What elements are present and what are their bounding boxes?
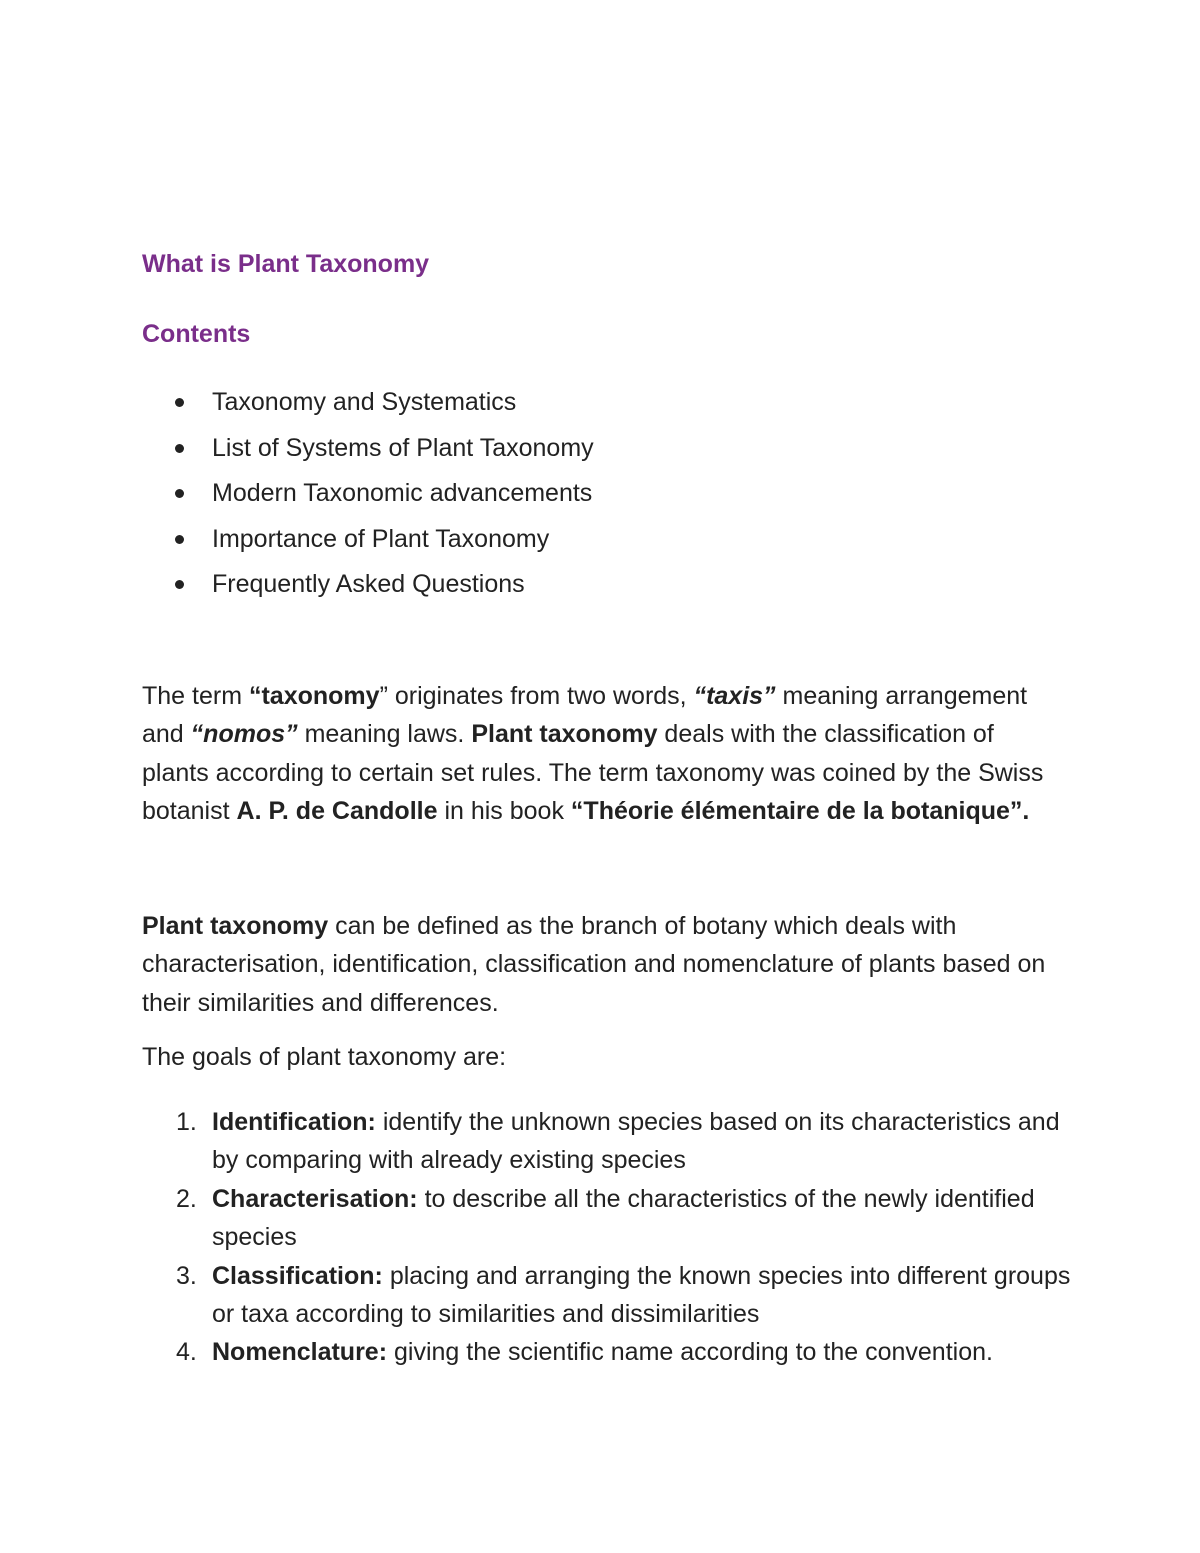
intro-text: ” originates from two words, bbox=[379, 682, 694, 710]
contents-item: Importance of Plant Taxonomy bbox=[142, 524, 594, 570]
goal-number: 2. bbox=[176, 1184, 197, 1213]
goal-item bbox=[142, 1333, 1072, 1371]
contents-item: List of Systems of Plant Taxonomy bbox=[142, 433, 594, 479]
goal-item bbox=[142, 1103, 1072, 1180]
intro-book-title: “Théorie élémentaire de la botanique”. bbox=[570, 797, 1030, 826]
contents-item: Modern Taxonomic advancements bbox=[142, 478, 594, 524]
page-title: What is Plant Taxonomy bbox=[142, 250, 430, 278]
goals-intro: The goals of plant taxonomy are: bbox=[142, 1043, 507, 1071]
intro-term-nomos: “nomos” bbox=[190, 720, 298, 749]
intro-text: in his book bbox=[437, 797, 571, 826]
intro-text: meaning arrangement and bbox=[142, 682, 1028, 749]
contents-heading: Contents bbox=[142, 320, 251, 348]
goal-item bbox=[142, 1257, 1072, 1334]
goal-term: Identification: bbox=[212, 1108, 376, 1136]
goal-number: 1. bbox=[176, 1108, 197, 1136]
contents-item: Taxonomy and Systematics bbox=[142, 387, 594, 433]
goal-term: Nomenclature: bbox=[212, 1338, 388, 1367]
goal-text: identify the unknown species based on its characteristics and by comparing with already existing species bbox=[212, 1108, 1060, 1175]
definition-term: Plant taxonomy bbox=[142, 912, 329, 940]
intro-term-taxonomy: “taxonomy bbox=[248, 682, 380, 710]
contents-item: Frequently Asked Questions bbox=[142, 569, 594, 615]
intro-text: meaning laws. bbox=[297, 720, 472, 749]
intro-text: deals with the classification of plants according to certain set rules. The term taxonomy was coined by the Swiss botanist bbox=[142, 720, 1044, 826]
definition-text: can be defined as the branch of botany which deals with characterisation, identification, classification and nomenclature of plants based on their similarities and differences. bbox=[142, 912, 1046, 1017]
goal-term: Characterisation: bbox=[212, 1184, 418, 1213]
goal-text: placing and arranging the known species into different groups or taxa according to similarities and dissimilarities bbox=[212, 1261, 1071, 1329]
definition-paragraph bbox=[142, 907, 1062, 1022]
goal-text: to describe all the characteristics of the newly identified species bbox=[212, 1184, 1035, 1252]
goals-list bbox=[142, 1103, 1072, 1372]
goal-item bbox=[142, 1180, 1072, 1257]
goal-number: 3. bbox=[176, 1261, 197, 1290]
goal-number: 4. bbox=[176, 1338, 197, 1367]
goal-term: Classification: bbox=[212, 1261, 383, 1290]
goal-text: giving the scientific name according to the convention. bbox=[387, 1338, 993, 1367]
intro-text: The term bbox=[142, 682, 249, 710]
intro-term-candolle: A. P. de Candolle bbox=[236, 797, 438, 826]
contents-list bbox=[142, 387, 594, 615]
intro-paragraph bbox=[142, 677, 1062, 831]
intro-term-plant-taxonomy: Plant taxonomy bbox=[471, 720, 658, 749]
intro-term-taxis: “taxis” bbox=[693, 682, 776, 710]
